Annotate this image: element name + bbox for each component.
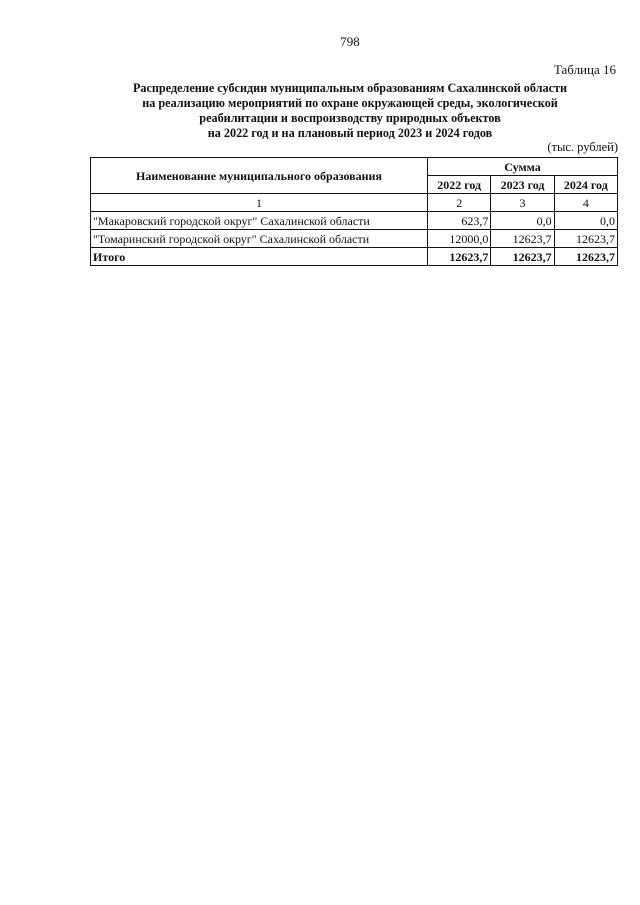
column-number: 3 [491, 194, 554, 212]
subsidy-table [90, 157, 618, 266]
total-2022: 12623,7 [428, 248, 491, 266]
table-row [91, 212, 618, 230]
table-label: Таблица 16 [553, 62, 616, 77]
total-row [91, 248, 618, 266]
document-title [72, 81, 628, 141]
row-name: "Макаровский городской округ" Сахалинской области [91, 212, 428, 230]
header-year-2022: 2022 год [428, 176, 491, 194]
page-number: 798 [340, 34, 360, 49]
title-line-2: на реализацию мероприятий по охране окружающей среды, экологической [142, 96, 558, 110]
total-label: Итого [91, 248, 428, 266]
value-2024: 12623,7 [554, 230, 617, 248]
title-line-1: Распределение субсидии муниципальным образованиям Сахалинской области [132, 81, 568, 95]
header-name: Наименование муниципального образования [91, 158, 428, 194]
column-number: 2 [428, 194, 491, 212]
total-2023: 12623,7 [491, 248, 554, 266]
value-2023: 0,0 [491, 212, 554, 230]
value-2022: 12000,0 [428, 230, 491, 248]
row-name: "Томаринский городской округ" Сахалинской области [91, 230, 428, 248]
title-line-4: на 2022 год и на плановый период 2023 и 2024 годов [207, 126, 493, 140]
value-2024: 0,0 [554, 212, 617, 230]
header-year-2023: 2023 год [491, 176, 554, 194]
column-number: 4 [554, 194, 617, 212]
value-2023: 12623,7 [491, 230, 554, 248]
header-sum: Сумма [428, 158, 618, 176]
units-label: (тыс. рублей) [547, 140, 618, 154]
value-2022: 623,7 [428, 212, 491, 230]
column-number: 1 [91, 194, 428, 212]
table-row [91, 230, 618, 248]
title-line-3: реабилитации и воспроизводству природных объектов [199, 111, 501, 125]
total-2024: 12623,7 [554, 248, 617, 266]
header-year-2024: 2024 год [554, 176, 617, 194]
column-number-row [91, 194, 618, 212]
